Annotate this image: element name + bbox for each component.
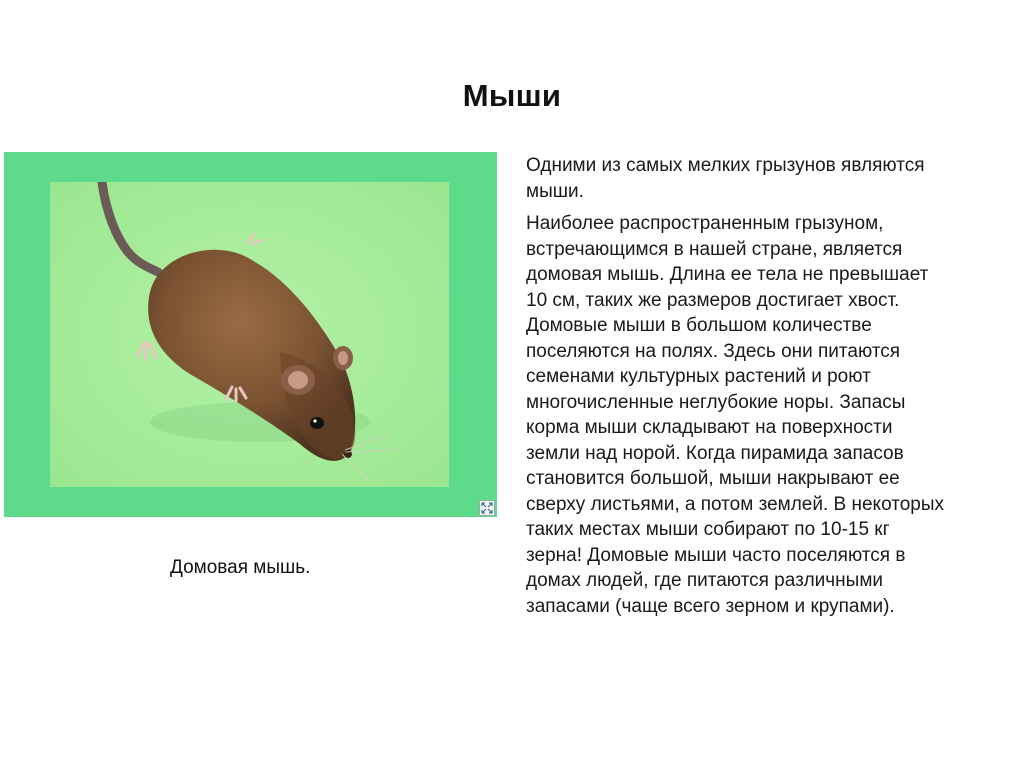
slide-title: Мыши <box>462 78 562 113</box>
text-line: Домовые мыши в большом количестве <box>526 315 872 336</box>
text-line: становится большой, мыши накрывают ее <box>526 468 900 489</box>
text-line: запасами (чаще всего зерном и крупами). <box>526 595 895 617</box>
text-line: Наиболее распространенным грызуном, <box>526 213 884 234</box>
paragraph-main <box>526 211 1020 619</box>
photo-frame <box>4 152 497 517</box>
text-line: поселяются на полях. Здесь они питаются <box>526 340 901 362</box>
text-line: домовая мышь. Длина ее тела не превышает <box>526 264 929 285</box>
expand-arrows-icon[interactable] <box>479 500 495 516</box>
mouse-photo <box>50 182 449 487</box>
text-line: сверху листьями, а потом землей. В некоторых <box>526 493 944 515</box>
text-line: встречающимся в нашей стране, является <box>526 238 903 260</box>
text-line: домах людей, где питаются различными <box>526 570 884 591</box>
paragraph-intro <box>526 153 1020 204</box>
text-line: корма мыши складывают на поверхности <box>526 417 893 438</box>
text-line: мыши. <box>526 180 584 202</box>
text-line: таких местах мыши собирают по 10-15 кг <box>526 519 890 540</box>
text-line: 10 см, таких же размеров достигает хвост. <box>526 289 900 311</box>
mouse-illustration <box>50 182 449 487</box>
text-line: земли над норой. Когда пирамида запасов <box>526 442 904 464</box>
text-line: семенами культурных растений и роют <box>526 366 871 387</box>
text-line: многочисленные неглубокие норы. Запасы <box>526 391 906 413</box>
photo-caption: Домовая мышь. <box>170 557 311 578</box>
body-text <box>526 153 1020 619</box>
text-line: Одними из самых мелких грызунов являются <box>526 155 925 176</box>
text-line: зерна! Домовые мыши часто поселяются в <box>526 544 906 566</box>
